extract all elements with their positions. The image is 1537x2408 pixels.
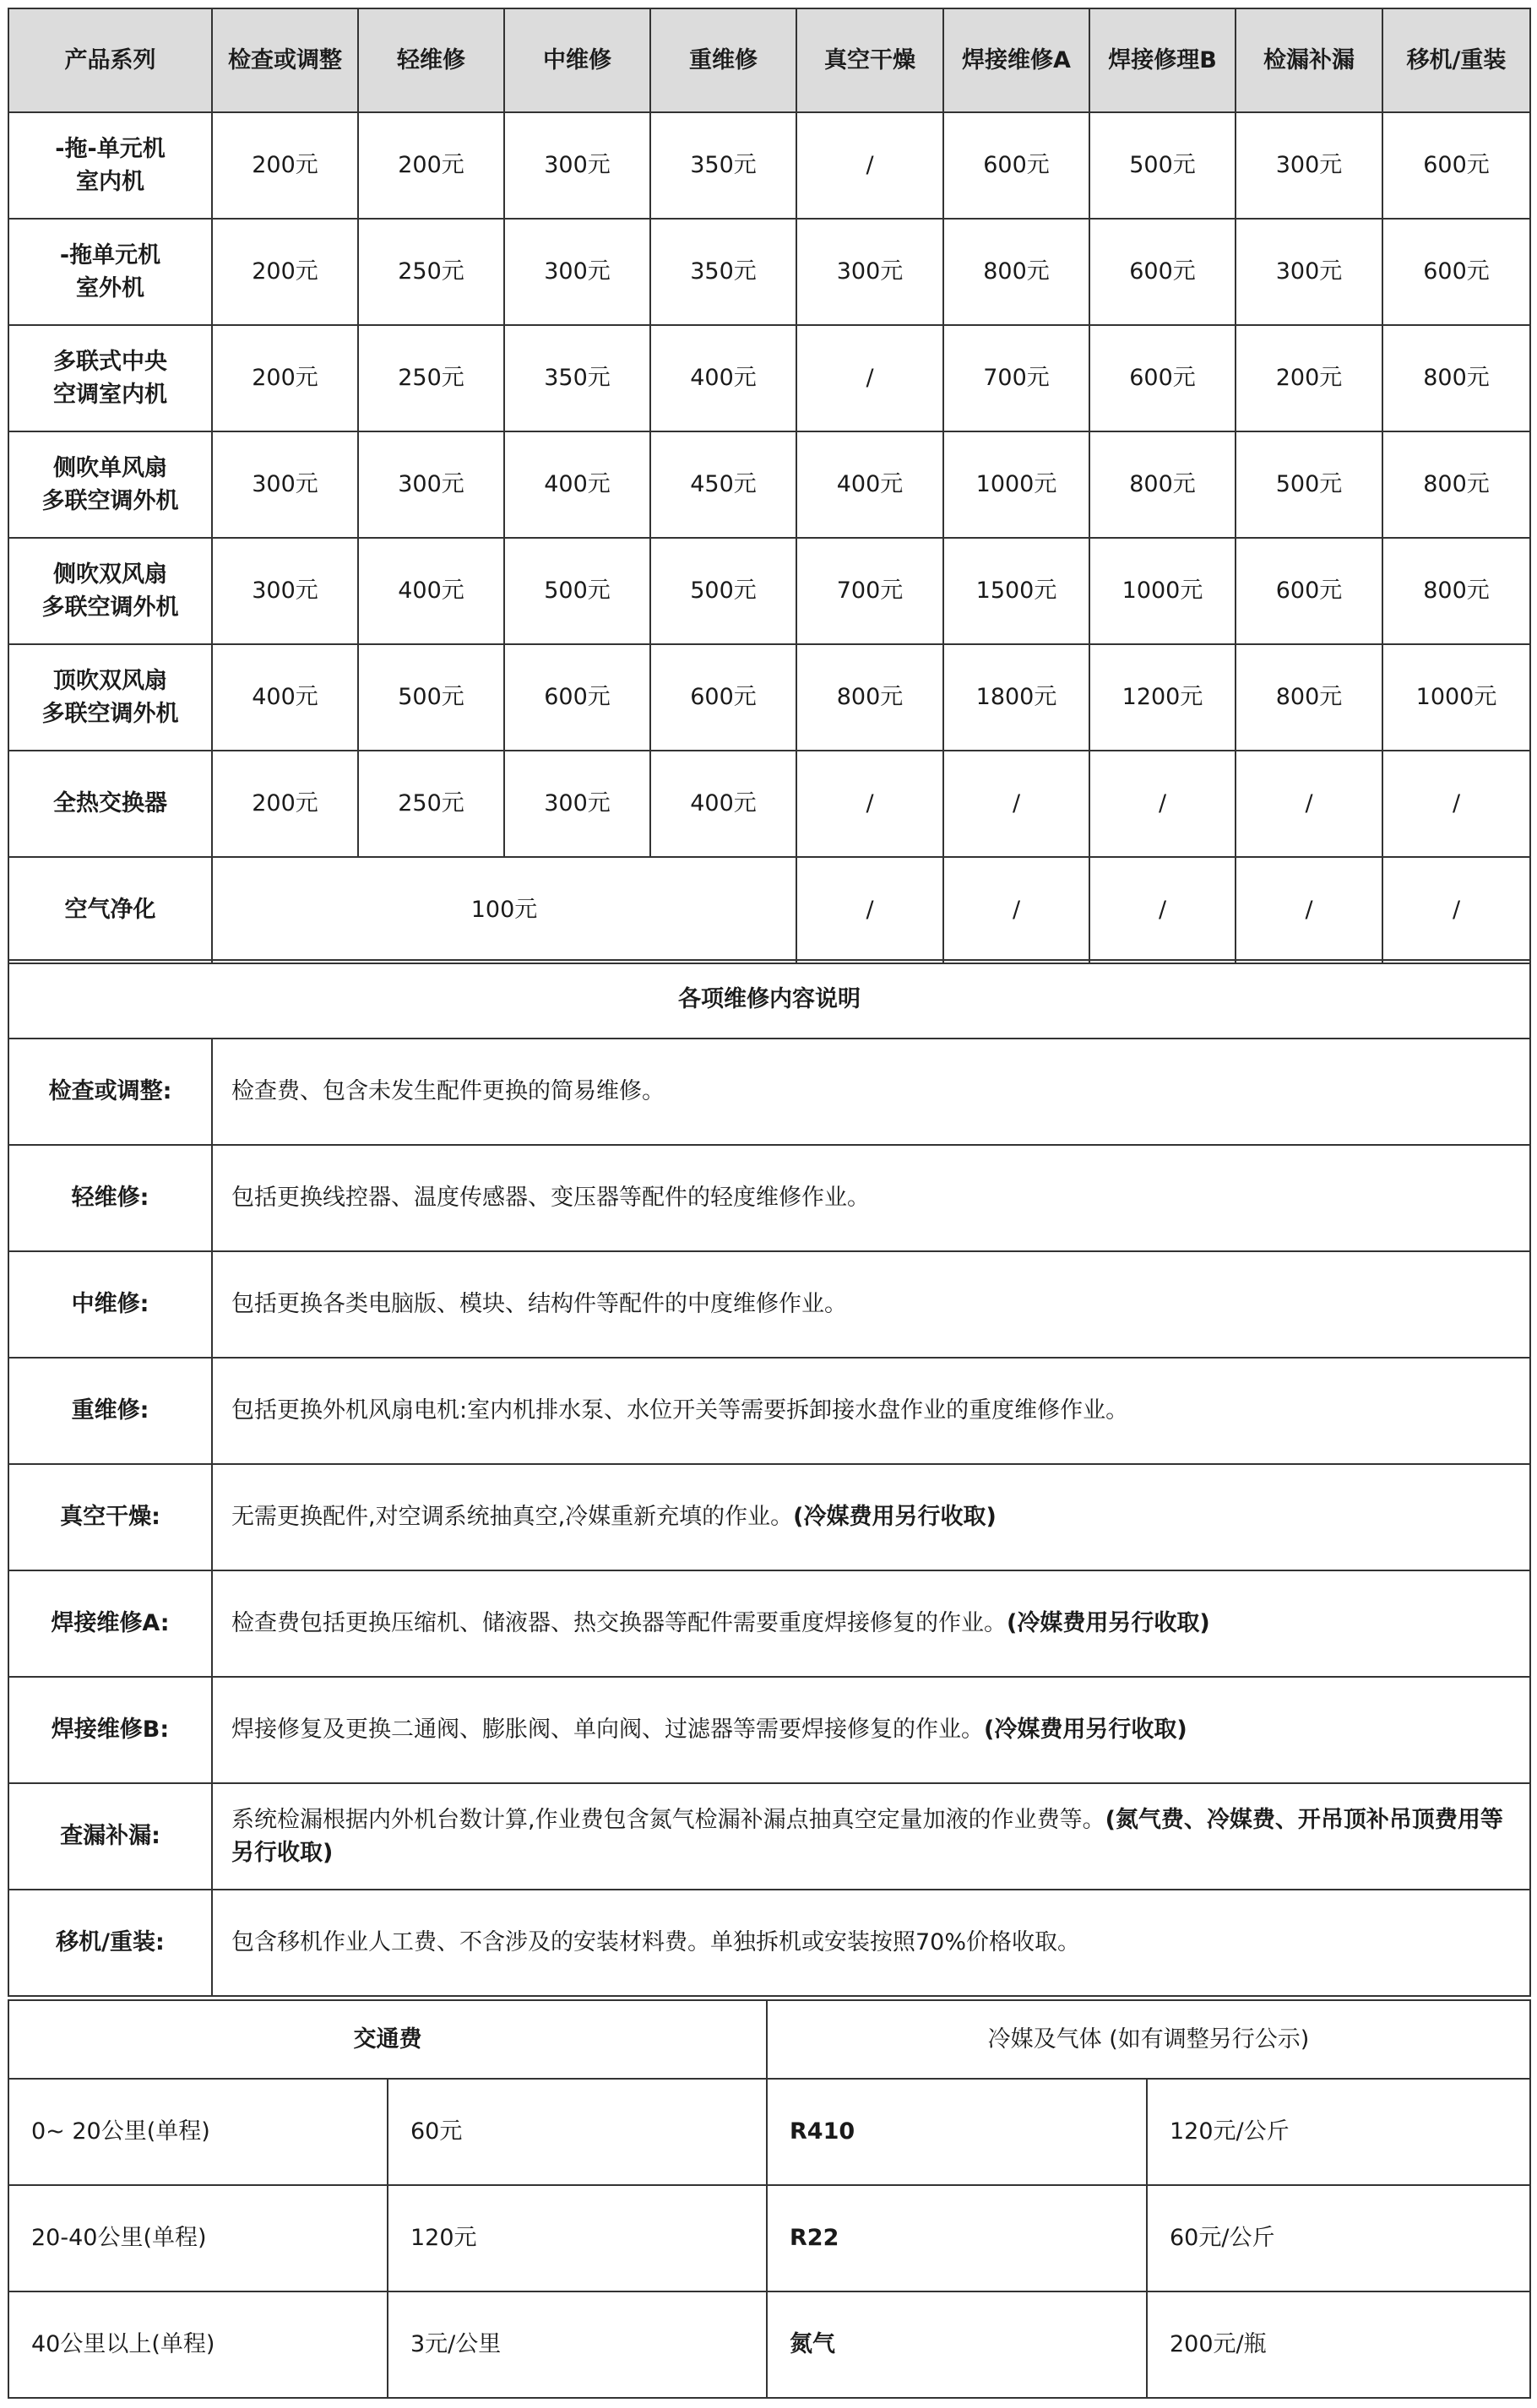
- price-cell: 200元: [212, 112, 358, 219]
- description-term: 检查或调整:: [8, 1039, 212, 1145]
- product-name-line: 空调室内机: [53, 382, 167, 408]
- price-cell: 400元: [796, 431, 943, 538]
- product-name: [8, 112, 212, 219]
- header-weld-a: 焊接维修A: [943, 8, 1089, 112]
- price-cell: /: [796, 751, 943, 857]
- price-cell: /: [1089, 857, 1236, 963]
- description-term: 焊接维修A:: [8, 1570, 212, 1677]
- description-row: [8, 1145, 1530, 1251]
- price-row: [8, 751, 1530, 857]
- distance-range: 20-40公里(单程): [8, 2185, 388, 2291]
- price-row-air-purify: [8, 857, 1530, 963]
- header-light: 轻维修: [358, 8, 504, 112]
- description-note: (冷媒费用另行收取): [984, 1717, 1187, 1744]
- product-name: [8, 538, 212, 644]
- price-cell: 300元: [504, 112, 650, 219]
- price-cell: 800元: [796, 644, 943, 751]
- distance-range: 0~ 20公里(单程): [8, 2079, 388, 2185]
- price-cell: 300元: [358, 431, 504, 538]
- header-leak: 检漏补漏: [1236, 8, 1382, 112]
- price-cell: 800元: [1382, 325, 1530, 431]
- product-name-line: -拖单元机: [59, 241, 161, 268]
- price-cell: 450元: [650, 431, 796, 538]
- fee-row: [8, 2291, 1530, 2398]
- description-note: (冷媒费用另行收取): [1007, 1610, 1210, 1637]
- price-cell: 250元: [358, 219, 504, 325]
- price-cell: 600元: [1089, 219, 1236, 325]
- description-title-row: [8, 960, 1530, 1039]
- gas-price: 200元/瓶: [1147, 2291, 1530, 2398]
- price-cell: 600元: [943, 112, 1089, 219]
- price-cell: 600元: [1382, 112, 1530, 219]
- price-cell: 250元: [358, 325, 504, 431]
- price-cell: 600元: [1382, 219, 1530, 325]
- description-text: [212, 1358, 1530, 1464]
- product-name-line: -拖-单元机: [55, 135, 166, 162]
- product-name: 空气净化: [8, 857, 212, 963]
- price-cell: 300元: [796, 219, 943, 325]
- header-heavy: 重维修: [650, 8, 796, 112]
- description-body: 无需更换配件,对空调系统抽真空,冷媒重新充填的作业。: [231, 1504, 794, 1531]
- price-cell: 500元: [650, 538, 796, 644]
- price-cell: 200元: [212, 325, 358, 431]
- product-name-line: 多联空调外机: [41, 488, 179, 514]
- price-cell: /: [943, 857, 1089, 963]
- price-cell: 400元: [358, 538, 504, 644]
- description-term: 中维修:: [8, 1251, 212, 1358]
- traffic-fee-title: 交通费: [8, 2000, 767, 2079]
- description-row: [8, 1251, 1530, 1358]
- description-text: [212, 1570, 1530, 1677]
- distance-fee: 60元: [388, 2079, 767, 2185]
- gas-price: 120元/公斤: [1147, 2079, 1530, 2185]
- header-inspect: 检查或调整: [212, 8, 358, 112]
- price-header-row: [8, 8, 1530, 112]
- price-cell: 500元: [1089, 112, 1236, 219]
- product-name: [8, 219, 212, 325]
- price-cell: 600元: [504, 644, 650, 751]
- price-cell: 1200元: [1089, 644, 1236, 751]
- description-note: (冷媒费用另行收取): [793, 1504, 997, 1531]
- description-body: 检查费、包含未发生配件更换的简易维修。: [231, 1078, 665, 1105]
- price-cell: 300元: [504, 751, 650, 857]
- price-table: [8, 8, 1531, 964]
- price-row: [8, 538, 1530, 644]
- description-table: [8, 959, 1531, 1997]
- product-name-line: 侧吹单风扇: [53, 454, 167, 481]
- price-cell: 500元: [1236, 431, 1382, 538]
- refrigerant-title: 冷媒及气体 (如有调整另行公示): [767, 2000, 1530, 2079]
- price-cell: 350元: [650, 219, 796, 325]
- description-text: [212, 1677, 1530, 1783]
- product-name-line: 全热交换器: [53, 790, 167, 817]
- price-cell: 700元: [796, 538, 943, 644]
- description-term: 轻维修:: [8, 1145, 212, 1251]
- price-cell: /: [1382, 857, 1530, 963]
- price-cell: 500元: [504, 538, 650, 644]
- header-vacuum: 真空干燥: [796, 8, 943, 112]
- header-weld-b: 焊接修理B: [1089, 8, 1236, 112]
- description-term: 查漏补漏:: [8, 1783, 212, 1890]
- fee-row: [8, 2185, 1530, 2291]
- price-cell: 1500元: [943, 538, 1089, 644]
- price-row: [8, 644, 1530, 751]
- product-name-line: 顶吹双风扇: [53, 667, 167, 694]
- product-name: [8, 325, 212, 431]
- price-row: [8, 431, 1530, 538]
- price-cell: /: [796, 857, 943, 963]
- description-body: 包括更换线控器、温度传感器、变压器等配件的轻度维修作业。: [231, 1185, 870, 1212]
- fee-header-row: [8, 2000, 1530, 2079]
- product-name: [8, 644, 212, 751]
- description-row: [8, 1783, 1530, 1890]
- price-cell: 300元: [1236, 219, 1382, 325]
- price-cell: 1000元: [1089, 538, 1236, 644]
- description-row: [8, 1358, 1530, 1464]
- description-row: [8, 1677, 1530, 1783]
- fee-table: [8, 1999, 1531, 2399]
- price-cell: /: [796, 325, 943, 431]
- price-row: [8, 219, 1530, 325]
- price-cell: 800元: [1236, 644, 1382, 751]
- price-cell: 800元: [1382, 431, 1530, 538]
- price-cell: 1000元: [1382, 644, 1530, 751]
- description-text: [212, 1890, 1530, 1996]
- price-table-body: [8, 112, 1530, 963]
- price-cell: 800元: [1089, 431, 1236, 538]
- product-name-line: 侧吹双风扇: [53, 561, 167, 588]
- distance-fee: 3元/公里: [388, 2291, 767, 2398]
- header-relocate: 移机/重装: [1382, 8, 1530, 112]
- description-text: [212, 1251, 1530, 1358]
- price-cell: 1000元: [943, 431, 1089, 538]
- description-row: [8, 1890, 1530, 1996]
- description-body: 包含移机作业人工费、不含涉及的安装材料费。单独拆机或安装按照70%价格收取。: [231, 1929, 1081, 1956]
- price-cell: 600元: [1236, 538, 1382, 644]
- description-title: 各项维修内容说明: [8, 960, 1530, 1039]
- gas-price: 60元/公斤: [1147, 2185, 1530, 2291]
- header-product: 产品系列: [8, 8, 212, 112]
- product-name: [8, 431, 212, 538]
- description-body: 焊接修复及更换二通阀、膨胀阀、单向阀、过滤器等需要焊接修复的作业。: [231, 1717, 984, 1744]
- description-body: 检查费包括更换压缩机、储液器、热交换器等配件需要重度焊接修复的作业。: [231, 1610, 1007, 1637]
- price-cell: 800元: [1382, 538, 1530, 644]
- gas-type: R410: [767, 2079, 1147, 2185]
- price-cell: 400元: [212, 644, 358, 751]
- price-cell: /: [1382, 751, 1530, 857]
- price-cell: 600元: [1089, 325, 1236, 431]
- description-row: [8, 1570, 1530, 1677]
- price-cell: 200元: [1236, 325, 1382, 431]
- gas-type: 氮气: [767, 2291, 1147, 2398]
- price-cell: 300元: [504, 219, 650, 325]
- description-text: [212, 1464, 1530, 1570]
- product-name-line: 多联式中央: [53, 348, 167, 375]
- description-row: [8, 1464, 1530, 1570]
- description-term: 真空干燥:: [8, 1464, 212, 1570]
- gas-type: R22: [767, 2185, 1147, 2291]
- description-note: (氮气费、冷媒费、开吊顶补吊顶费用等另行收取): [231, 1806, 1503, 1866]
- price-cell: 500元: [358, 644, 504, 751]
- product-name: [8, 751, 212, 857]
- description-term: 焊接维修B:: [8, 1677, 212, 1783]
- product-name-line: 室内机: [76, 169, 144, 195]
- price-cell: /: [1236, 751, 1382, 857]
- price-cell: 300元: [212, 431, 358, 538]
- price-cell: 200元: [212, 751, 358, 857]
- description-term: 移机/重装:: [8, 1890, 212, 1996]
- price-cell: /: [796, 112, 943, 219]
- price-cell: 800元: [943, 219, 1089, 325]
- price-cell: 250元: [358, 751, 504, 857]
- price-cell: 350元: [504, 325, 650, 431]
- price-cell: 200元: [358, 112, 504, 219]
- price-cell: /: [1089, 751, 1236, 857]
- description-row: [8, 1039, 1530, 1145]
- price-cell: 350元: [650, 112, 796, 219]
- price-row: [8, 112, 1530, 219]
- price-cell: 600元: [650, 644, 796, 751]
- product-name-line: 多联空调外机: [41, 594, 179, 621]
- description-text: [212, 1783, 1530, 1890]
- fee-row: [8, 2079, 1530, 2185]
- distance-range: 40公里以上(单程): [8, 2291, 388, 2398]
- description-body: 包括更换外机风扇电机:室内机排水泵、水位开关等需要拆卸接水盘作业的重度维修作业。: [231, 1397, 1129, 1424]
- description-text: [212, 1039, 1530, 1145]
- price-cell: 200元: [212, 219, 358, 325]
- price-row: [8, 325, 1530, 431]
- description-term: 重维修:: [8, 1358, 212, 1464]
- description-body: 系统检漏根据内外机台数计算,作业费包含氮气检漏补漏点抽真空定量加液的作业费等。: [231, 1806, 1105, 1833]
- description-body: 包括更换各类电脑版、模块、结构件等配件的中度维修作业。: [231, 1291, 847, 1318]
- fee-table-body: [8, 2000, 1530, 2398]
- price-cell: 700元: [943, 325, 1089, 431]
- description-text: [212, 1145, 1530, 1251]
- distance-fee: 120元: [388, 2185, 767, 2291]
- header-medium: 中维修: [504, 8, 650, 112]
- price-cell: /: [943, 751, 1089, 857]
- price-cell: 300元: [212, 538, 358, 644]
- price-cell: 400元: [650, 751, 796, 857]
- description-table-body: [8, 960, 1530, 1996]
- price-cell: 400元: [650, 325, 796, 431]
- product-name-line: 多联空调外机: [41, 701, 179, 727]
- price-cell: 1800元: [943, 644, 1089, 751]
- price-cell: 300元: [1236, 112, 1382, 219]
- price-merged-cell: 100元: [212, 857, 796, 963]
- product-name-line: 室外机: [76, 275, 144, 301]
- price-cell: 400元: [504, 431, 650, 538]
- price-cell: /: [1236, 857, 1382, 963]
